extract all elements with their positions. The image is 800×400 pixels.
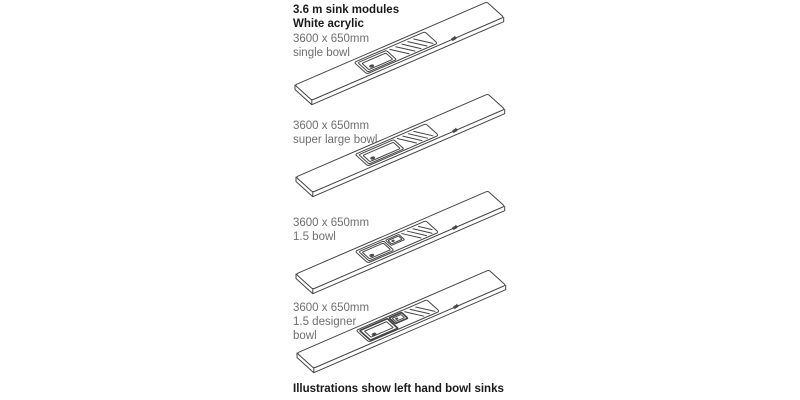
module-dimensions: 3600 x 650mm bbox=[293, 302, 370, 314]
heading-line-1: 3.6 m sink modules bbox=[293, 4, 400, 16]
drain-center-icon bbox=[372, 157, 374, 158]
drain-center-icon bbox=[371, 255, 373, 256]
drain-center-icon bbox=[373, 334, 375, 335]
module-name: single bowl bbox=[293, 47, 350, 59]
heading-line-2: White acrylic bbox=[293, 18, 364, 30]
drain-center-icon bbox=[371, 65, 373, 66]
module-name-line-2: bowl bbox=[293, 330, 317, 342]
module-dimensions: 3600 x 650mm bbox=[293, 120, 370, 132]
module-dimensions: 3600 x 650mm bbox=[293, 33, 370, 45]
illustration-1-5-designer-bowl-sink bbox=[295, 268, 510, 380]
footer-caption: Illustrations show left hand bowl sinks bbox=[293, 383, 504, 395]
module-name: 1.5 designer bbox=[293, 316, 357, 328]
illustration-super-large-bowl-sink bbox=[294, 92, 509, 204]
module-dimensions: 3600 x 650mm bbox=[293, 217, 370, 229]
module-name: super large bowl bbox=[293, 134, 378, 146]
module-name: 1.5 bowl bbox=[293, 231, 336, 243]
